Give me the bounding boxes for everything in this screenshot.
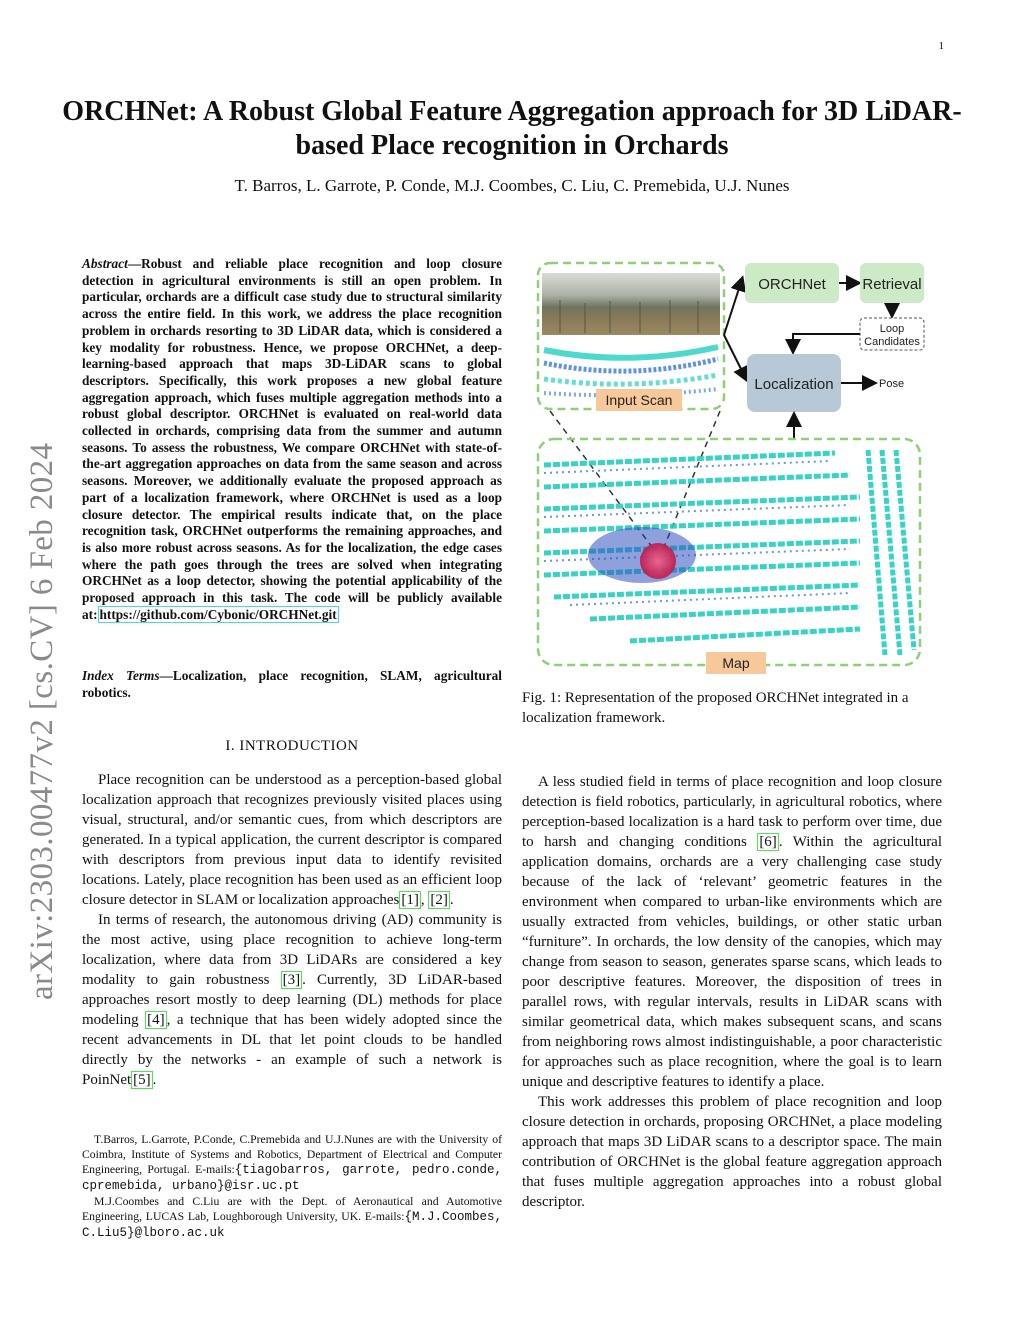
footnote-line-2: M.J.Coombes and C.Liu are with the Dept. of Aeronautical and Automotive Engineering, LUCAS Lab, Loughborough University, UK. <box>82 1195 502 1223</box>
figure-1-diagram <box>530 255 950 675</box>
citation-3[interactable]: [3] <box>282 972 301 988</box>
right-paragraph-1 <box>522 772 942 1092</box>
localization-label: Localization <box>754 376 834 393</box>
index-terms <box>82 668 502 701</box>
input-scan-label: Input Scan <box>605 392 673 408</box>
map-tree-rows <box>544 450 914 655</box>
footnote-emails-label-2: E-mails: <box>364 1210 405 1223</box>
loop-label: Loop <box>879 323 905 335</box>
abstract <box>82 256 502 623</box>
orchard-photo <box>542 273 720 335</box>
right-paragraph-2: This work addresses this problem of place recognition and loop closure detection in orchards, proposing ORCHNet, a place modeling approach that maps 3D LiDAR scans to a descriptor space. The main contribution of ORCHNet is the global feature aggregation approach that fuses multiple aggregation approaches into a robust global descriptor. <box>522 1094 942 1210</box>
citation-6[interactable]: [6] <box>759 834 777 850</box>
footnote-emails-label-1: E-mails: <box>195 1163 235 1176</box>
orchnet-label: ORCHNet <box>758 276 826 293</box>
citation-5[interactable]: [5] <box>133 1072 151 1088</box>
intro-paragraph-1: Place recognition can be understood as a perception-based global localization approach that recognizes previously visited places using visual, structural, and/or semantic cues, from which descriptors are generated. In a typical application, the current descriptor is compared with descriptors from previous input data to identify revisited locations. Lately, place recognition has been used as an efficient loop closure detector in SLAM or localization approaches [1] , [2] . <box>82 772 502 908</box>
intro-paragraph-2: In terms of research, the autonomous driving (AD) community is the most active, using place recognition to achieve long-term localization, where data from 3D LiDARs are considered a key modality to gain robustness [3] . Currently, 3D LiDAR-based approaches resort mostly to deep learning (DL) methods for place modeling [4] , a technique that has been widely adopted since the recent advancements in DL that let point clouds to be handled directly by the networks - an example of such a network is PoinNet [5] . <box>82 912 502 1088</box>
retrieval-label: Retrieval <box>862 276 922 293</box>
intro-p2a-text: In terms of research, the autonomous driving (AD) community is the most active, using place recognition to achieve long-term localization, where data from 3D LiDARs are considered a key modality to gain robustness <box>82 912 502 988</box>
current-position-marker <box>640 543 676 579</box>
footnote-emails-2: {M.J.Coombes, C.Liu5}@lboro.ac.uk <box>82 1210 502 1240</box>
citation-4[interactable]: [4] <box>147 1012 165 1028</box>
code-link[interactable]: https://github.com/Cybonic/ORCHNet.git <box>99 606 337 622</box>
pose-label: Pose <box>879 378 905 390</box>
intro-p2c-text: , a technique that has been widely adopted since the recent advancements in DL that let point clouds to be handled directly by the networks - an example of such a network is PoinNet <box>82 1012 502 1088</box>
footnote-emails-1: {tiagobarros, garrote, pedro.conde, cpremebida, urbano}@isr.uc.pt <box>82 1163 503 1193</box>
author-list: T. Barros, L. Garrote, P. Conde, M.J. Coombes, C. Liu, C. Premebida, U.J. Nunes <box>234 176 790 195</box>
right-column-text <box>522 772 942 1212</box>
figure-1 <box>530 255 950 675</box>
index-terms-label: Index Terms <box>82 668 160 683</box>
introduction-text <box>82 770 502 1090</box>
section-heading: I. INTRODUCTION <box>225 738 359 754</box>
footnote-affiliation-1 <box>82 1132 502 1194</box>
figure-caption: Fig. 1: Representation of the proposed ORCHNet integrated in a localization framework. <box>522 690 909 726</box>
right-p1b-text: . Within the agricultural application domains, orchards are a very challenging case study because of the lack of ‘relevant’ geometric features in the environment when compared to urban-like environments which are usually extracted from vehicles, buildings, or other static urban “furniture”. In orchards, the low density of the canopies, which may change from season to season, generates sparse scans, which leads to poor descriptive features. Moreover, the disposition of trees in parallel rows, with regular intervals, results in LiDAR scans with similar geometrical data, which makes subsequent scans, and scans from neighboring rows almost indistinguishable, a poor characteristic for approaches such as place recognition, where the goal is to learn unique and descriptive features to identify a place. <box>522 834 943 1090</box>
right-p1a-text: A less studied field in terms of place recognition and loop closure detection is field robotics, particularly, in agricultural robotics, where perception-based localization is a hard task to perform over time, due to harsh and changing conditions <box>522 774 942 850</box>
citation-2[interactable]: [2] <box>430 892 448 908</box>
candidates-label: Candidates <box>864 336 920 348</box>
arrow-scan-to-localization <box>724 335 746 379</box>
footnote-line-1: T.Barros, L.Garrote, P.Conde, C.Premebida and U.J.Nunes are with the University of Coimbra, Institute of Systems and Robotics, Department of Electrical and Computer Engineering, Portugal. <box>82 1133 502 1176</box>
abstract-label: Abstract <box>82 256 128 271</box>
map-label: Map <box>722 655 750 671</box>
arrow-scan-to-orchnet <box>724 279 742 335</box>
citation-1[interactable]: [1] <box>401 892 419 908</box>
arrow-loop-to-localization <box>793 334 860 351</box>
abstract-text: —Robust and reliable place recognition and loop closure detection in agricultural environments is still an open problem. In particular, orchards are a difficult case study due to structural similarity across the entire field. In this work, we address the place recognition problem in orchards resorting to 3D LiDAR data, which is considered a key modality for robustness. Hence, we propose ORCHNet, a deep-learning-based approach that maps 3D-LiDAR scans to global descriptors. Specifically, this work proposes a new global feature aggregation approach, which fuses multiple aggregation methods into a robust global descriptor. ORCHNet is evaluated on real-world data collected in orchards, comprising data from the summer and autumn seasons. To assess the robustness, We compare ORCHNet with state-of-the-art aggregation approaches on data from the same season and across seasons. Moreover, we additionally evaluate the proposed approach as part of a localization framework, where ORCHNet is used as a loop closure detector. The empirical results indicate that, on the place recognition task, ORCHNet outperforms the remaining approaches, and is also more robust across seasons. As for the localization, the edge cases where the path goes through the trees are solved when integrating ORCHNet as a loop detector, showing the potential applicability of the proposed approach in this task. The code will be publicly available at: <box>82 256 502 622</box>
paper-title: ORCHNet: A Robust Global Feature Aggregation approach for 3D LiDAR-based Place recognition in Orchards <box>62 96 962 161</box>
intro-p1-text: Place recognition can be understood as a perception-based global localization approach that recognizes previously visited places using visual, structural, and/or semantic cues, from which descriptors are generated. In a typical application, the current descriptor is compared with descriptors from previous input data to identify revisited locations. Lately, place recognition has been used as an efficient loop closure detector in SLAM or localization approaches <box>82 772 502 908</box>
affiliation-footnote <box>82 1132 502 1241</box>
arxiv-identifier: arXiv:2303.00477v2 [cs.CV] 6 Feb 2024 <box>24 442 60 1000</box>
intro-p2b-text: . Currently, 3D LiDAR-based approaches resort mostly to deep learning (DL) methods for place modeling <box>82 972 502 1028</box>
page-number: 1 <box>938 40 944 52</box>
footnote-affiliation-2 <box>82 1194 502 1241</box>
index-terms-text: —Localization, place recognition, SLAM, agricultural robotics. <box>82 668 503 700</box>
